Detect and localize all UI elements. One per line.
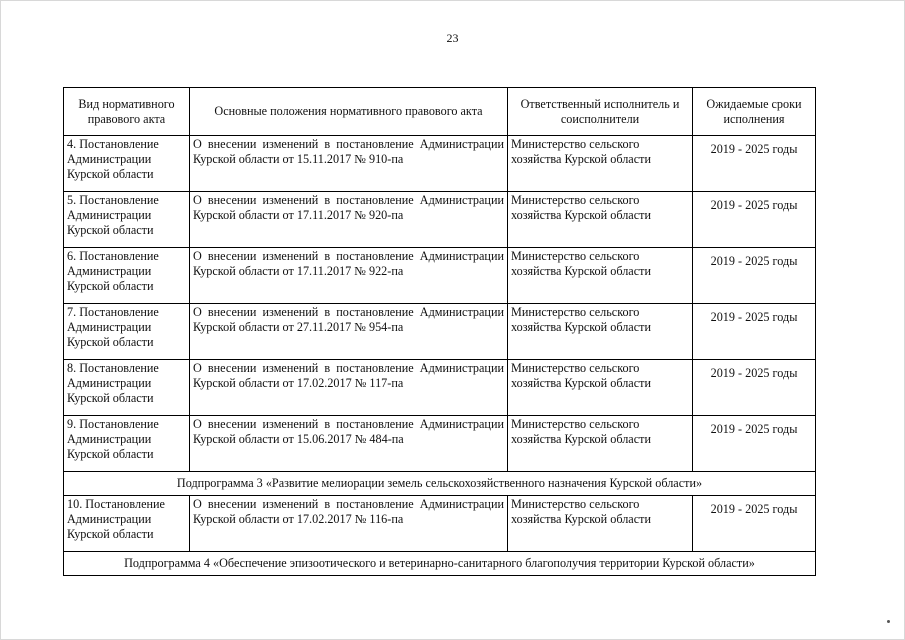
main-provisions-cell: О внесении изменений в постановление Администрации Курской области от 17.02.2017 № 117-па	[190, 360, 508, 416]
main-provisions-cell: О внесении изменений в постановление Администрации Курской области от 27.11.2017 № 954-па	[190, 304, 508, 360]
table-row	[64, 304, 816, 360]
deadline-cell: 2019 - 2025 годы	[693, 416, 816, 472]
act-type-cell: 6. Постановление Администрации Курской области	[64, 248, 190, 304]
main-provisions-cell: О внесении изменений в постановление Администрации Курской области от 17.11.2017 № 922-па	[190, 248, 508, 304]
responsible-cell: Министерство сельского хозяйства Курской области	[508, 360, 693, 416]
responsible-cell: Министерство сельского хозяйства Курской области	[508, 136, 693, 192]
main-provisions-cell: О внесении изменений в постановление Администрации Курской области от 17.11.2017 № 920-па	[190, 192, 508, 248]
table-row	[64, 360, 816, 416]
act-type-cell: 4. Постановление Администрации Курской области	[64, 136, 190, 192]
main-provisions-cell: О внесении изменений в постановление Администрации Курской области от 15.11.2017 № 910-па	[190, 136, 508, 192]
subprogram-3-heading: Подпрограмма 3 «Развитие мелиорации земель сельскохозяйственного назначения Курской области»	[64, 472, 816, 496]
table-row	[64, 416, 816, 472]
deadline-cell: 2019 - 2025 годы	[693, 248, 816, 304]
act-type-cell: 8. Постановление Администрации Курской области	[64, 360, 190, 416]
page-number: 23	[446, 31, 459, 45]
deadline-cell: 2019 - 2025 годы	[693, 360, 816, 416]
responsible-cell: Министерство сельского хозяйства Курской области	[508, 248, 693, 304]
table-row	[64, 192, 816, 248]
table-row	[64, 248, 816, 304]
header-deadline: Ожидаемые сроки исполнения	[693, 88, 816, 136]
responsible-cell: Министерство сельского хозяйства Курской области	[508, 192, 693, 248]
act-type-cell: 5. Постановление Администрации Курской области	[64, 192, 190, 248]
header-main-provisions: Основные положения нормативного правового акта	[190, 88, 508, 136]
act-type-cell: 10. Постановление Администрации Курской области	[64, 496, 190, 552]
main-provisions-cell: О внесении изменений в постановление Администрации Курской области от 15.06.2017 № 484-па	[190, 416, 508, 472]
responsible-cell: Министерство сельского хозяйства Курской области	[508, 496, 693, 552]
table-row	[64, 496, 816, 552]
responsible-cell: Министерство сельского хозяйства Курской области	[508, 304, 693, 360]
deadline-cell: 2019 - 2025 годы	[693, 192, 816, 248]
main-provisions-cell: О внесении изменений в постановление Администрации Курской области от 17.02.2017 № 116-па	[190, 496, 508, 552]
deadline-cell: 2019 - 2025 годы	[693, 496, 816, 552]
subprogram-3-heading-row	[64, 472, 816, 496]
table-header-row	[64, 88, 816, 136]
deadline-cell: 2019 - 2025 годы	[693, 304, 816, 360]
header-responsible: Ответственный исполнитель и соисполнители	[508, 88, 693, 136]
act-type-cell: 7. Постановление Администрации Курской области	[64, 304, 190, 360]
scan-speck	[887, 620, 890, 623]
responsible-cell: Министерство сельского хозяйства Курской области	[508, 416, 693, 472]
subprogram-4-heading: Подпрограмма 4 «Обеспечение эпизоотического и ветеринарно-санитарного благополучия территории Курской области»	[64, 552, 816, 576]
table-row	[64, 136, 816, 192]
subprogram-4-heading-row	[64, 552, 816, 576]
deadline-cell: 2019 - 2025 годы	[693, 136, 816, 192]
regulatory-acts-table	[63, 87, 816, 576]
act-type-cell: 9. Постановление Администрации Курской области	[64, 416, 190, 472]
header-act-type: Вид нормативного правового акта	[64, 88, 190, 136]
